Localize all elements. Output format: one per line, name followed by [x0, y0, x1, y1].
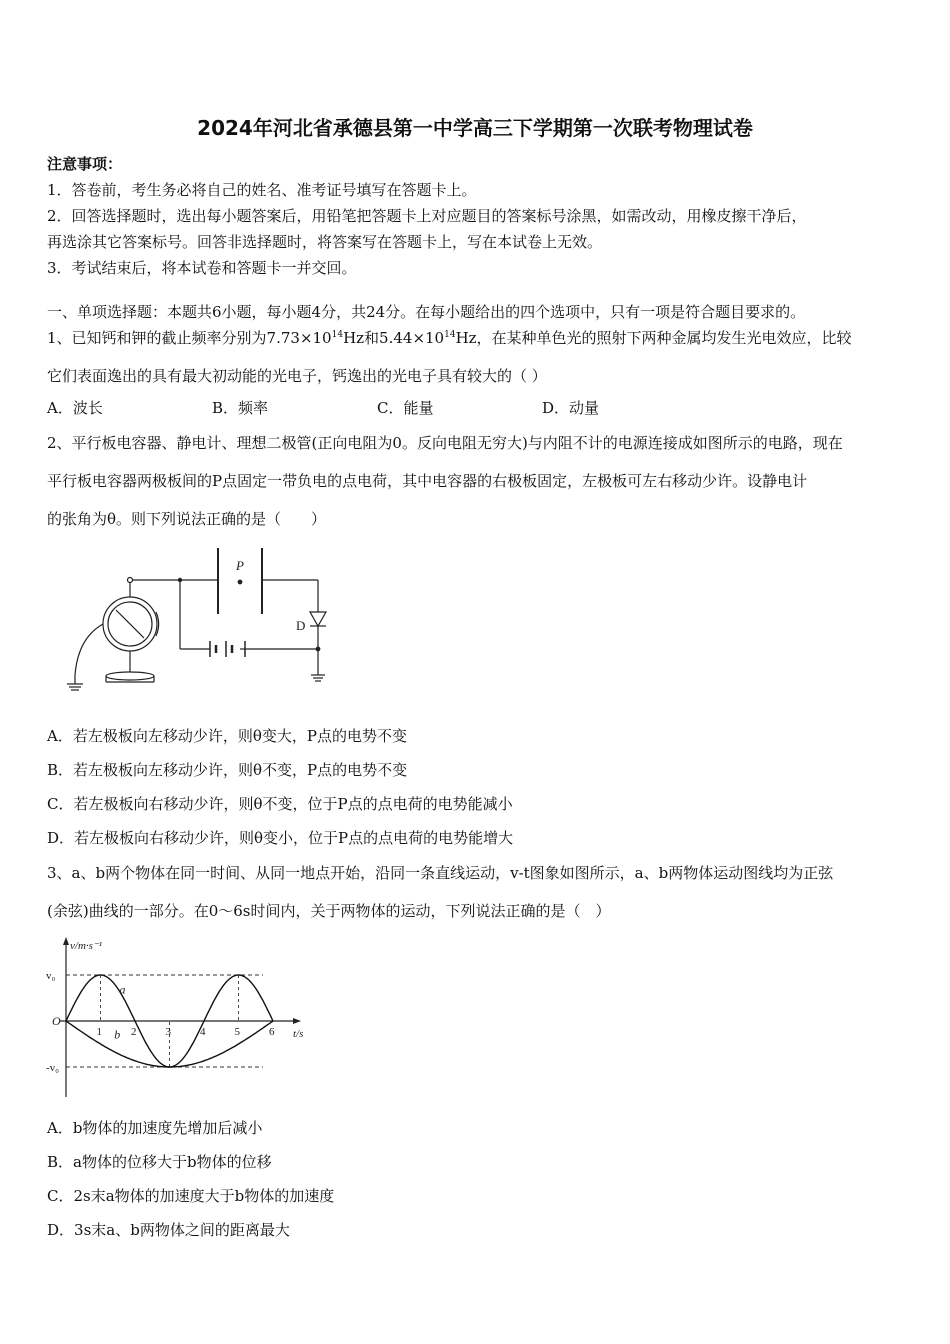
notice-item: 1．答卷前，考生务必将自己的姓名、准考证号填写在答题卡上。: [47, 181, 477, 199]
x-tick-label: 2: [131, 1026, 137, 1038]
notice-item: 3．考试结束后，将本试卷和答题卡一并交回。: [47, 259, 357, 277]
option-a[interactable]: A．若左极板向左移动少许，则θ变大，P点的电势不变: [47, 727, 407, 745]
option-d[interactable]: D．3s末a、b两物体之间的距离最大: [47, 1221, 290, 1239]
y-tick-label: -v₀: [46, 1062, 59, 1074]
question-2-stem: 2、平行板电容器、静电计、理想二极管(正向电阻为0。反向电阻无穷大)与内阻不计的电源连接成如图所示的电路，现在: [47, 434, 843, 452]
option-b[interactable]: B．频率: [212, 399, 269, 417]
diode-label: D: [296, 618, 306, 633]
question-2-stem-cont: 平行板电容器两极板间的P点固定一带负电的点电荷，其中电容器的右极板固定，左极板可左右移动少许。设静电计: [47, 472, 808, 490]
notice-item: 2．回答选择题时，选出每小题答案后，用铅笔把答题卡上对应题目的答案标号涂黑，如需改动，用橡皮擦干净后，: [47, 207, 807, 225]
page-title: 2024年河北省承德县第一中学高三下学期第一次联考物理试卷: [197, 116, 753, 140]
series-b-label: b: [114, 1027, 121, 1042]
origin-label: O: [52, 1014, 61, 1028]
vt-chart: [40, 925, 340, 1097]
x-tick-label: 4: [200, 1026, 206, 1038]
x-tick-label: 6: [269, 1026, 275, 1038]
x-axis-arrow: [293, 1018, 301, 1024]
x-tick-label: 3: [165, 1026, 171, 1038]
y-axis-arrow: [63, 937, 69, 945]
circuit-diagram: [60, 542, 350, 700]
x-axis-label: t/s: [293, 1028, 304, 1040]
question-1-options: [47, 397, 707, 418]
x-tick-label: 1: [96, 1026, 102, 1038]
x-tick-label: 5: [234, 1026, 240, 1038]
question-3-stem: 3、a、b两个物体在同一时间、从同一地点开始，沿同一条直线运动，v-t图象如图所示，a、b两物体运动图线均为正弦: [47, 864, 834, 882]
point-p-label: P: [236, 558, 244, 573]
option-c[interactable]: C．能量: [377, 399, 434, 417]
question-3-stem-cont: (余弦)曲线的一部分。在0～6s时间内，关于两物体的运动，下列说法正确的是（ ）: [47, 902, 611, 920]
question-1-stem-cont: 它们表面逸出的具有最大初动能的光电子，钙逸出的光电子具有较大的（ ）: [47, 367, 547, 385]
option-c[interactable]: C．2s末a物体的加速度大于b物体的加速度: [47, 1187, 335, 1205]
option-d[interactable]: D．动量: [542, 399, 600, 417]
section-heading: 一、单项选择题：本题共6小题，每小题4分，共24分。在每小题给出的四个选项中，只有一项是符合题目要求的。: [47, 303, 806, 321]
y-tick-label: v₀: [46, 970, 56, 982]
question-1-stem: 1、已知钙和钾的截止频率分别为$7.73\times 10^{14}Hz$和$5.44\times 10^{14}Hz$，在某种单色光的照射下两种金属均发生光电效应，比较: [47, 329, 852, 347]
series-a-label: a: [119, 982, 126, 997]
option-a[interactable]: A．波长: [47, 399, 103, 417]
option-a[interactable]: A．b物体的加速度先增加后减小: [47, 1119, 263, 1137]
option-b[interactable]: B．a物体的位移大于b物体的位移: [47, 1153, 272, 1171]
notice-item: 再选涂其它答案标号。回答非选择题时，将答案写在答题卡上，写在本试卷上无效。: [47, 233, 603, 251]
notice-heading: 注意事项：: [47, 155, 123, 173]
y-axis-label: v/m·s⁻¹: [70, 940, 103, 952]
option-b[interactable]: B．若左极板向左移动少许，则θ不变，P点的电势不变: [47, 761, 408, 779]
option-d[interactable]: D．若左极板向右移动少许，则θ变小，位于P点的点电荷的电势能增大: [47, 829, 514, 847]
question-2-stem-cont: 的张角为θ。则下列说法正确的是（ ）: [47, 510, 327, 528]
option-c[interactable]: C．若左极板向右移动少许，则θ不变，位于P点的点电荷的电势能减小: [47, 795, 513, 813]
